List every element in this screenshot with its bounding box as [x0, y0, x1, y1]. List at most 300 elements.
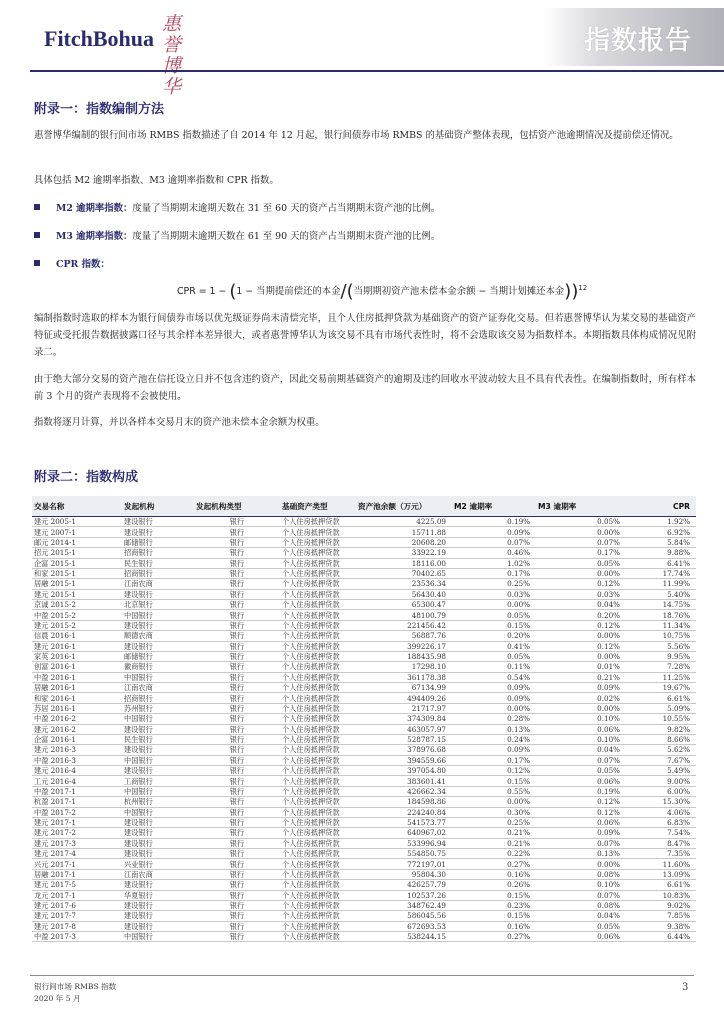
- table-cell: 银行: [194, 589, 280, 599]
- footer-divider: [30, 975, 694, 976]
- table-cell: 0.05%: [536, 517, 626, 527]
- table-cell: 个人住房抵押贷款: [280, 880, 356, 890]
- table-cell: 0.07%: [452, 537, 536, 547]
- table-cell: 建设银行: [122, 527, 194, 537]
- table-cell: 10.75%: [626, 631, 696, 641]
- table-cell: 创富 2016-1: [32, 662, 122, 672]
- table-cell: 15.30%: [626, 797, 696, 807]
- table-cell: 招商银行: [122, 693, 194, 703]
- table-cell: 中盈 2016-3: [32, 755, 122, 765]
- table-cell: 徽商银行: [122, 662, 194, 672]
- table-cell: 0.54%: [452, 672, 536, 682]
- table-cell: 建设银行: [122, 589, 194, 599]
- table-cell: 建设银行: [122, 921, 194, 931]
- table-cell: 640967.02: [356, 828, 452, 838]
- table-row: [32, 672, 696, 682]
- table-cell: 个人住房抵押贷款: [280, 558, 356, 568]
- table-cell: 18.76%: [626, 610, 696, 620]
- table-cell: 0.12%: [536, 579, 626, 589]
- table-cell: 0.07%: [536, 755, 626, 765]
- table-cell: 中国银行: [122, 714, 194, 724]
- table-row: [32, 786, 696, 796]
- table-cell: 建设银行: [122, 849, 194, 859]
- table-cell: 兴业银行: [122, 859, 194, 869]
- table-row: [32, 641, 696, 651]
- table-row: [32, 683, 696, 693]
- table-cell: 11.60%: [626, 859, 696, 869]
- table-cell: 6.44%: [626, 932, 696, 942]
- table-cell: 中盈 2017-1: [32, 786, 122, 796]
- table-cell: 个人住房抵押贷款: [280, 734, 356, 744]
- table-cell: 银行: [194, 838, 280, 848]
- table-cell: 0.21%: [536, 672, 626, 682]
- formula-lhs: CPR = 1 −: [177, 286, 230, 297]
- table-cell: 银行: [194, 828, 280, 838]
- table-cell: 0.22%: [452, 849, 536, 859]
- table-cell: 0.11%: [452, 662, 536, 672]
- table-row: [32, 828, 696, 838]
- table-cell: 7.85%: [626, 911, 696, 921]
- table-row: [32, 776, 696, 786]
- table-cell: 0.15%: [452, 890, 536, 900]
- table-cell: 银行: [194, 786, 280, 796]
- table-cell: 居融 2017-1: [32, 869, 122, 879]
- table-row: [32, 838, 696, 848]
- bullet-square-icon: [34, 204, 40, 210]
- table-row: [32, 651, 696, 661]
- table-cell: 0.12%: [536, 641, 626, 651]
- table-cell: 个人住房抵押贷款: [280, 859, 356, 869]
- table-cell: 华夏银行: [122, 890, 194, 900]
- table-cell: 397054.80: [356, 766, 452, 776]
- table-cell: 银行: [194, 703, 280, 713]
- table-cell: 建设银行: [122, 817, 194, 827]
- table-cell: 10.55%: [626, 714, 696, 724]
- table-cell: 0.05%: [452, 651, 536, 661]
- table-row: [32, 714, 696, 724]
- table-cell: 个人住房抵押贷款: [280, 568, 356, 578]
- weight-para: 指数将逐月计算，并以各样本交易月末的资产池未偿本金余额为权重。: [34, 417, 325, 428]
- table-cell: 0.30%: [452, 807, 536, 817]
- table-cell: 0.12%: [452, 766, 536, 776]
- table-cell: 5.84%: [626, 537, 696, 547]
- table-row: [32, 527, 696, 537]
- table-cell: 个人住房抵押贷款: [280, 932, 356, 942]
- table-row: [32, 600, 696, 610]
- table-cell: 建设银行: [122, 828, 194, 838]
- report-type-banner: [544, 8, 724, 66]
- table-header-row: [32, 496, 696, 517]
- table-cell: 56887.76: [356, 631, 452, 641]
- table-cell: 7.54%: [626, 828, 696, 838]
- table-cell: 18116.00: [356, 558, 452, 568]
- footer-report-name: 银行间市场 RMBS 指数: [34, 982, 117, 991]
- table-cell: 建元 2017-6: [32, 900, 122, 910]
- table-cell: 银行: [194, 859, 280, 869]
- table-row: [32, 755, 696, 765]
- table-cell: 554850.75: [356, 849, 452, 859]
- table-cell: 居融 2016-1: [32, 683, 122, 693]
- table-cell: 个人住房抵押贷款: [280, 600, 356, 610]
- table-cell: 建元 2007-1: [32, 527, 122, 537]
- page-header: [0, 0, 724, 98]
- table-cell: 建设银行: [122, 517, 194, 527]
- table-cell: 招商银行: [122, 568, 194, 578]
- table-cell: 0.00%: [536, 859, 626, 869]
- table-cell: 4225.09: [356, 517, 452, 527]
- table-cell: 6.92%: [626, 527, 696, 537]
- table-cell: 龙元 2017-1: [32, 890, 122, 900]
- table-cell: 0.06%: [536, 817, 626, 827]
- table-cell: 银行: [194, 610, 280, 620]
- table-cell: 0.17%: [452, 568, 536, 578]
- bullet-term: M2 逾期率指数：: [56, 203, 133, 214]
- table-cell: 招商银行: [122, 548, 194, 558]
- table-cell: 0.09%: [452, 683, 536, 693]
- table-cell: 6.41%: [626, 558, 696, 568]
- table-cell: 银行: [194, 662, 280, 672]
- table-cell: 个人住房抵押贷款: [280, 849, 356, 859]
- table-cell: 0.04%: [536, 600, 626, 610]
- table-row: [32, 807, 696, 817]
- table-cell: 建元 2017-4: [32, 849, 122, 859]
- table-cell: 工元 2016-4: [32, 776, 122, 786]
- table-cell: 杭州银行: [122, 797, 194, 807]
- table-cell: 个人住房抵押贷款: [280, 766, 356, 776]
- bullet-term: CPR 指数：: [56, 259, 110, 270]
- table-row: [32, 890, 696, 900]
- table-cell: 银行: [194, 579, 280, 589]
- table-cell: 银行: [194, 880, 280, 890]
- table-cell: 7.28%: [626, 662, 696, 672]
- table-cell: 0.20%: [452, 631, 536, 641]
- table-cell: 建元 2017-2: [32, 828, 122, 838]
- table-cell: 个人住房抵押贷款: [280, 745, 356, 755]
- table-cell: 建设银行: [122, 724, 194, 734]
- table-cell: 70402.65: [356, 568, 452, 578]
- table-cell: 个人住房抵押贷款: [280, 651, 356, 661]
- table-cell: 0.25%: [452, 579, 536, 589]
- table-cell: 个人住房抵押贷款: [280, 869, 356, 879]
- table-cell: 民生银行: [122, 558, 194, 568]
- table-cell: 0.06%: [536, 776, 626, 786]
- table-cell: 个人住房抵押贷款: [280, 911, 356, 921]
- table-row: [32, 558, 696, 568]
- table-cell: 中国银行: [122, 755, 194, 765]
- table-cell: 0.12%: [536, 807, 626, 817]
- table-cell: 772197.01: [356, 859, 452, 869]
- table-cell: 0.09%: [536, 683, 626, 693]
- table-cell: 8.66%: [626, 734, 696, 744]
- table-cell: 邮储银行: [122, 537, 194, 547]
- table-cell: 15711.88: [356, 527, 452, 537]
- table-cell: 个人住房抵押贷款: [280, 693, 356, 703]
- header-divider: [30, 70, 724, 72]
- table-cell: 5.09%: [626, 703, 696, 713]
- table-cell: 江南农商: [122, 869, 194, 879]
- table-cell: 23536.34: [356, 579, 452, 589]
- table-row: [32, 517, 696, 527]
- table-cell: 银行: [194, 548, 280, 558]
- col-header: 基础资产类型: [280, 496, 356, 517]
- table-cell: 0.23%: [452, 900, 536, 910]
- sample-para: 编制指数时选取的样本为银行间债券市场以优先级证券尚未清偿完毕，且个人住房抵押贷款为基础资产的资产证券化交易。但若惠誉博华认为某交易的基础资产特征或受托报告数据披露口径与其余样本差异很大，或者惠誉博华认为该交易不具有市场代表性时，将不会选取该交易为指数样本。本期指数具体构成情况见附录二。: [34, 313, 696, 358]
- table-cell: 建元 2016-3: [32, 745, 122, 755]
- table-cell: 和家 2016-1: [32, 693, 122, 703]
- table-cell: 银行: [194, 745, 280, 755]
- table-cell: 0.21%: [452, 838, 536, 848]
- table-cell: 0.16%: [452, 869, 536, 879]
- table-cell: 0.16%: [452, 921, 536, 931]
- table-cell: 银行: [194, 672, 280, 682]
- table-cell: 0.25%: [452, 817, 536, 827]
- table-cell: 银行: [194, 527, 280, 537]
- table-cell: 0.20%: [536, 610, 626, 620]
- table-cell: 0.05%: [536, 921, 626, 931]
- table-cell: 0.00%: [536, 527, 626, 537]
- table-cell: 0.01%: [536, 662, 626, 672]
- bullet-m3: [34, 230, 440, 244]
- table-cell: 463057.97: [356, 724, 452, 734]
- table-cell: 0.46%: [452, 548, 536, 558]
- table-cell: 居融 2015-1: [32, 579, 122, 589]
- table-cell: 672693.53: [356, 921, 452, 931]
- table-cell: 0.09%: [536, 828, 626, 838]
- table-cell: 0.15%: [452, 911, 536, 921]
- table-cell: 个人住房抵押贷款: [280, 620, 356, 630]
- table-cell: 188435.98: [356, 651, 452, 661]
- col-header: 交易名称: [32, 496, 122, 517]
- table-cell: 5.40%: [626, 589, 696, 599]
- table-cell: 383601.41: [356, 776, 452, 786]
- bullet-square-icon: [34, 232, 40, 238]
- table-cell: 银行: [194, 766, 280, 776]
- table-cell: 银行: [194, 693, 280, 703]
- appendix1-includes: 具体包括 M2 逾期率指数、M3 逾期率指数和 CPR 指数。: [34, 175, 279, 186]
- table-cell: 银行: [194, 849, 280, 859]
- table-row: [32, 911, 696, 921]
- table-cell: 建元 2017-5: [32, 880, 122, 890]
- table-cell: 邮元 2014-1: [32, 537, 122, 547]
- bullet-term: M3 逾期率指数：: [56, 231, 133, 242]
- table-cell: 银行: [194, 797, 280, 807]
- table-row: [32, 869, 696, 879]
- table-cell: 4.06%: [626, 807, 696, 817]
- table-cell: 中盈 2017-2: [32, 807, 122, 817]
- col-header: 资产池余额（万元）: [356, 496, 452, 517]
- table-cell: 顺德农商: [122, 631, 194, 641]
- table-cell: 银行: [194, 631, 280, 641]
- table-cell: 0.17%: [536, 548, 626, 558]
- table-cell: 0.24%: [452, 734, 536, 744]
- table-cell: 建设银行: [122, 838, 194, 848]
- table-cell: 银行: [194, 683, 280, 693]
- table-cell: 6.61%: [626, 880, 696, 890]
- table-cell: 中盈 2016-1: [32, 672, 122, 682]
- table-cell: 个人住房抵押贷款: [280, 921, 356, 931]
- appendix1-title: 附录一：指数编制方法: [34, 102, 165, 117]
- table-cell: 9.95%: [626, 651, 696, 661]
- table-cell: 9.82%: [626, 724, 696, 734]
- table-cell: 0.00%: [536, 703, 626, 713]
- table-cell: 17.74%: [626, 568, 696, 578]
- bullet-desc: 度量了当期期末逾期天数在 31 至 60 天的资产占当期期末资产池的比例。: [132, 203, 441, 214]
- table-cell: 0.10%: [536, 714, 626, 724]
- table-cell: 个人住房抵押贷款: [280, 755, 356, 765]
- table-cell: 8.47%: [626, 838, 696, 848]
- table-row: [32, 703, 696, 713]
- report-type: 指数报告: [583, 26, 692, 56]
- table-cell: 个人住房抵押贷款: [280, 641, 356, 651]
- table-cell: 个人住房抵押贷款: [280, 579, 356, 589]
- table-cell: 苏居 2016-1: [32, 703, 122, 713]
- table-cell: 0.41%: [452, 641, 536, 651]
- table-cell: 杭盈 2017-1: [32, 797, 122, 807]
- table-cell: 个人住房抵押贷款: [280, 714, 356, 724]
- table-cell: 528787.15: [356, 734, 452, 744]
- table-cell: 0.12%: [536, 620, 626, 630]
- bullet-m2: [34, 202, 440, 216]
- table-cell: 7.35%: [626, 849, 696, 859]
- table-row: [32, 631, 696, 641]
- table-cell: 建设银行: [122, 911, 194, 921]
- table-cell: 14.75%: [626, 600, 696, 610]
- table-cell: 48100.79: [356, 610, 452, 620]
- table-cell: 银行: [194, 651, 280, 661]
- appendix2-title: 附录二：指数构成: [34, 470, 139, 485]
- table-row: [32, 932, 696, 942]
- table-cell: 541573.77: [356, 817, 452, 827]
- table-cell: 建设银行: [122, 641, 194, 651]
- table-cell: 17298.10: [356, 662, 452, 672]
- table-cell: 江南农商: [122, 579, 194, 589]
- table-cell: 工商银行: [122, 776, 194, 786]
- table-cell: 5.49%: [626, 766, 696, 776]
- table-cell: 10.83%: [626, 890, 696, 900]
- table-cell: 65300.47: [356, 600, 452, 610]
- table-cell: 0.05%: [536, 558, 626, 568]
- table-cell: 银行: [194, 755, 280, 765]
- table-cell: 0.17%: [452, 755, 536, 765]
- table-cell: 苏州银行: [122, 703, 194, 713]
- table-cell: 13.09%: [626, 869, 696, 879]
- footer-date: 2020 年 5 月: [34, 994, 81, 1003]
- table-row: [32, 766, 696, 776]
- formula-inner: 1 − 当期提前偿还的本金: [236, 286, 341, 297]
- table-cell: 个人住房抵押贷款: [280, 724, 356, 734]
- table-cell: 建设银行: [122, 620, 194, 630]
- table-cell: 京诚 2015-2: [32, 600, 122, 610]
- table-cell: 0.07%: [536, 890, 626, 900]
- table-cell: 0.02%: [536, 693, 626, 703]
- table-cell: 家英 2016-1: [32, 651, 122, 661]
- table-cell: 银行: [194, 869, 280, 879]
- table-cell: 个人住房抵押贷款: [280, 610, 356, 620]
- table-cell: 394559.66: [356, 755, 452, 765]
- table-cell: 533996.94: [356, 838, 452, 848]
- table-cell: 56430.40: [356, 589, 452, 599]
- table-cell: 0.15%: [452, 620, 536, 630]
- table-cell: 0.13%: [536, 849, 626, 859]
- table-row: [32, 849, 696, 859]
- table-cell: 建元 2017-8: [32, 921, 122, 931]
- table-cell: 9.02%: [626, 900, 696, 910]
- table-cell: 5.56%: [626, 641, 696, 651]
- table-row: [32, 745, 696, 755]
- table-cell: 9.38%: [626, 921, 696, 931]
- table-cell: 0.06%: [536, 724, 626, 734]
- table-cell: 426662.34: [356, 786, 452, 796]
- table-cell: 0.00%: [452, 600, 536, 610]
- table-cell: 33922.19: [356, 548, 452, 558]
- appendix1-intro: 惠誉博华编制的银行间市场 RMBS 指数描述了自 2014 年 12 月起，银行间债券市场 RMBS 的基础资产整体表现，包括资产池逾期情况及提前偿还情况。: [34, 130, 679, 141]
- table-cell: 个人住房抵押贷款: [280, 828, 356, 838]
- table-cell: 378976.68: [356, 745, 452, 755]
- table-cell: 184598.86: [356, 797, 452, 807]
- table-cell: 0.15%: [452, 776, 536, 786]
- table-cell: 银行: [194, 807, 280, 817]
- table-cell: 企富 2016-1: [32, 734, 122, 744]
- table-row: [32, 817, 696, 827]
- table-cell: 95804.30: [356, 869, 452, 879]
- table-cell: 个人住房抵押贷款: [280, 776, 356, 786]
- new-deal-para: 由于绝大部分交易的资产池在信托设立日并不包含违约资产，因此交易前期基础资产的逾期及违约回收水平波动较大且不具有代表性。在编制指数时，所有样本前 3 个月的资产表现将不会被使用。: [34, 374, 696, 402]
- table-cell: 0.00%: [452, 703, 536, 713]
- table-cell: 银行: [194, 776, 280, 786]
- table-cell: 9.88%: [626, 548, 696, 558]
- table-cell: 建元 2016-1: [32, 641, 122, 651]
- table-cell: 个人住房抵押贷款: [280, 683, 356, 693]
- table-cell: 民生银行: [122, 734, 194, 744]
- table-row: [32, 537, 696, 547]
- table-cell: 个人住房抵押贷款: [280, 517, 356, 527]
- table-cell: 银行: [194, 724, 280, 734]
- table-cell: 江南农商: [122, 683, 194, 693]
- table-cell: 0.26%: [452, 880, 536, 890]
- table-cell: 0.09%: [452, 527, 536, 537]
- table-cell: 0.00%: [536, 651, 626, 661]
- table-cell: 11.34%: [626, 620, 696, 630]
- table-cell: 494409.26: [356, 693, 452, 703]
- table-cell: 0.27%: [452, 859, 536, 869]
- table-cell: 中盈 2015-2: [32, 610, 122, 620]
- table-cell: 0.00%: [536, 631, 626, 641]
- cpr-formula: CPR = 1 − (1 − 当期提前偿还的本金/(当期期初资产池未偿本金余额 − 当期计划摊还本金))$^{12}$: [177, 281, 588, 302]
- table-cell: 0.09%: [452, 693, 536, 703]
- table-cell: 586045.56: [356, 911, 452, 921]
- table-row: [32, 579, 696, 589]
- table-cell: 兴元 2017-1: [32, 859, 122, 869]
- table-cell: 20608.20: [356, 537, 452, 547]
- table-cell: 399226.17: [356, 641, 452, 651]
- table-cell: 0.03%: [452, 589, 536, 599]
- table-row: [32, 662, 696, 672]
- table-row: [32, 797, 696, 807]
- table-cell: 0.12%: [536, 797, 626, 807]
- table-cell: 建设银行: [122, 766, 194, 776]
- table-cell: 个人住房抵押贷款: [280, 786, 356, 796]
- table-row: [32, 610, 696, 620]
- table-cell: 中国银行: [122, 672, 194, 682]
- table-cell: 个人住房抵押贷款: [280, 797, 356, 807]
- table-cell: 中盈 2017-3: [32, 932, 122, 942]
- table-row: [32, 724, 696, 734]
- table-cell: 建设银行: [122, 900, 194, 910]
- table-cell: 0.19%: [452, 517, 536, 527]
- table-cell: 建元 2017-1: [32, 817, 122, 827]
- table-cell: 0.04%: [536, 911, 626, 921]
- table-cell: 建元 2017-7: [32, 911, 122, 921]
